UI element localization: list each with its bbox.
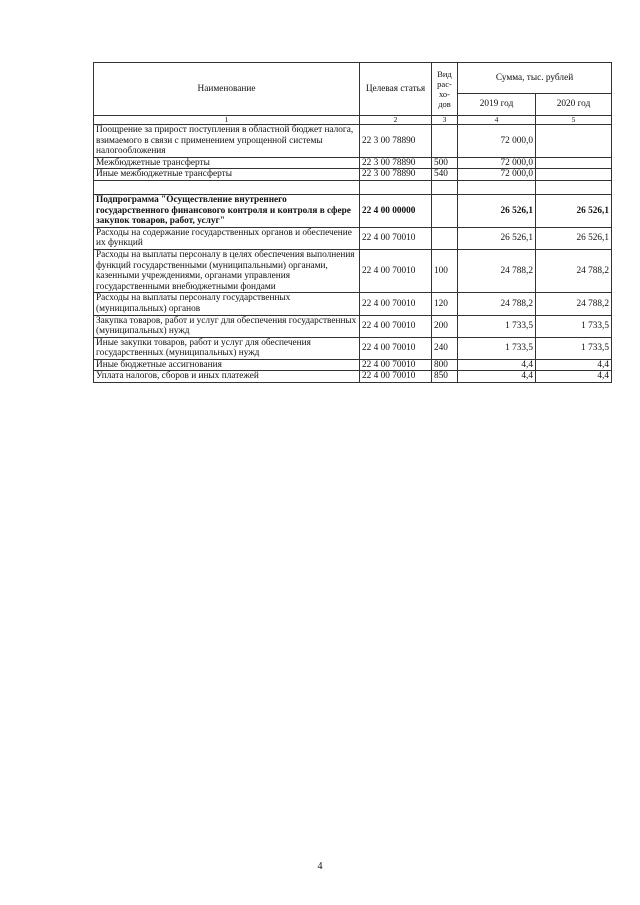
table-row	[94, 293, 612, 315]
table-header	[94, 63, 612, 125]
row-name: Поощрение за прирост поступления в областной бюджет налога, взимаемого в связи с применением упрощенной системы налогообложения	[94, 125, 360, 158]
row-expense-type: 240	[432, 337, 458, 359]
row-target-article: 22 4 00 70010	[360, 371, 432, 383]
row-sum-2019: 24 788,2	[458, 249, 536, 292]
row-sum-2019: 4,4	[458, 371, 536, 383]
row-expense-type: 850	[432, 371, 458, 383]
header-target-article: Целевая статья	[360, 63, 432, 116]
table-row	[94, 337, 612, 359]
row-name: Расходы на выплаты персоналу в целях обеспечения выполнения функций государственными (муниципальными) органами, казенными учреждениями, органами управления государственными внебюджетными фондами	[94, 249, 360, 292]
row-name: Иные закупки товаров, работ и услуг для обеспечения государственных (муниципальных) нужд	[94, 337, 360, 359]
table-row-subprogram	[94, 194, 612, 227]
row-name: Межбюджетные трансферты	[94, 157, 360, 169]
row-sum-2019: 24 788,2	[458, 293, 536, 315]
empty-row	[94, 180, 612, 194]
column-index: 1	[94, 116, 360, 125]
row-expense-type	[432, 194, 458, 227]
row-sum-2020: 1 733,5	[536, 337, 612, 359]
table-row	[94, 157, 612, 169]
row-sum-2020	[536, 169, 612, 181]
row-target-article: 22 4 00 00000	[360, 194, 432, 227]
row-sum-2020: 24 788,2	[536, 249, 612, 292]
row-name: Закупка товаров, работ и услуг для обеспечения государственных (муниципальных) нужд	[94, 315, 360, 337]
column-index-row	[94, 116, 612, 125]
row-target-article: 22 4 00 70010	[360, 337, 432, 359]
row-sum-2019: 72 000,0	[458, 169, 536, 181]
table-row	[94, 315, 612, 337]
row-sum-2020: 26 526,1	[536, 227, 612, 249]
table-row	[94, 169, 612, 181]
row-sum-2020: 24 788,2	[536, 293, 612, 315]
header-year-2020: 2020 год	[536, 94, 612, 116]
row-sum-2019: 4,4	[458, 359, 536, 371]
column-index: 3	[432, 116, 458, 125]
row-name: Расходы на содержание государственных органов и обеспечение их функций	[94, 227, 360, 249]
column-index: 4	[458, 116, 536, 125]
row-name: Иные межбюджетные трансферты	[94, 169, 360, 181]
row-expense-type: 500	[432, 157, 458, 169]
row-sum-2019: 26 526,1	[458, 227, 536, 249]
row-sum-2020	[536, 157, 612, 169]
row-expense-type: 200	[432, 315, 458, 337]
row-target-article: 22 3 00 78890	[360, 157, 432, 169]
row-sum-2019: 72 000,0	[458, 125, 536, 158]
page-number: 4	[317, 861, 323, 872]
table-row	[94, 249, 612, 292]
row-target-article: 22 4 00 70010	[360, 293, 432, 315]
row-target-article: 22 3 00 78890	[360, 125, 432, 158]
table-row	[94, 359, 612, 371]
table-row	[94, 125, 612, 158]
row-expense-type: 800	[432, 359, 458, 371]
row-sum-2020: 4,4	[536, 371, 612, 383]
row-target-article: 22 4 00 70010	[360, 227, 432, 249]
row-sum-2020: 4,4	[536, 359, 612, 371]
row-expense-type	[432, 125, 458, 158]
row-target-article: 22 4 00 70010	[360, 315, 432, 337]
row-sum-2020	[536, 125, 612, 158]
row-expense-type: 100	[432, 249, 458, 292]
row-name: Иные бюджетные ассигнования	[94, 359, 360, 371]
row-name: Расходы на выплаты персоналу государственных (муниципальных) органов	[94, 293, 360, 315]
row-expense-type: 540	[432, 169, 458, 181]
row-name: Уплата налогов, сборов и иных платежей	[94, 371, 360, 383]
column-index: 2	[360, 116, 432, 125]
header-sum: Сумма, тыс. рублей	[458, 63, 612, 94]
header-year-2019: 2019 год	[458, 94, 536, 116]
row-expense-type	[432, 227, 458, 249]
row-expense-type: 120	[432, 293, 458, 315]
row-sum-2019: 72 000,0	[458, 157, 536, 169]
row-target-article: 22 3 00 78890	[360, 169, 432, 181]
row-target-article: 22 4 00 70010	[360, 249, 432, 292]
row-name: Подпрограмма "Осуществление внутреннего государственного финансового контроля и контроля в сфере закупок товаров, работ, услуг"	[94, 194, 360, 227]
row-sum-2019: 26 526,1	[458, 194, 536, 227]
header-name: Наименование	[94, 63, 360, 116]
budget-table	[93, 62, 612, 383]
row-sum-2019: 1 733,5	[458, 315, 536, 337]
row-sum-2020: 1 733,5	[536, 315, 612, 337]
row-target-article: 22 4 00 70010	[360, 359, 432, 371]
table-row	[94, 371, 612, 383]
header-expense-type: Вид рас-хо-дов	[432, 63, 458, 116]
column-index: 5	[536, 116, 612, 125]
row-sum-2020: 26 526,1	[536, 194, 612, 227]
row-sum-2019: 1 733,5	[458, 337, 536, 359]
table-row	[94, 227, 612, 249]
